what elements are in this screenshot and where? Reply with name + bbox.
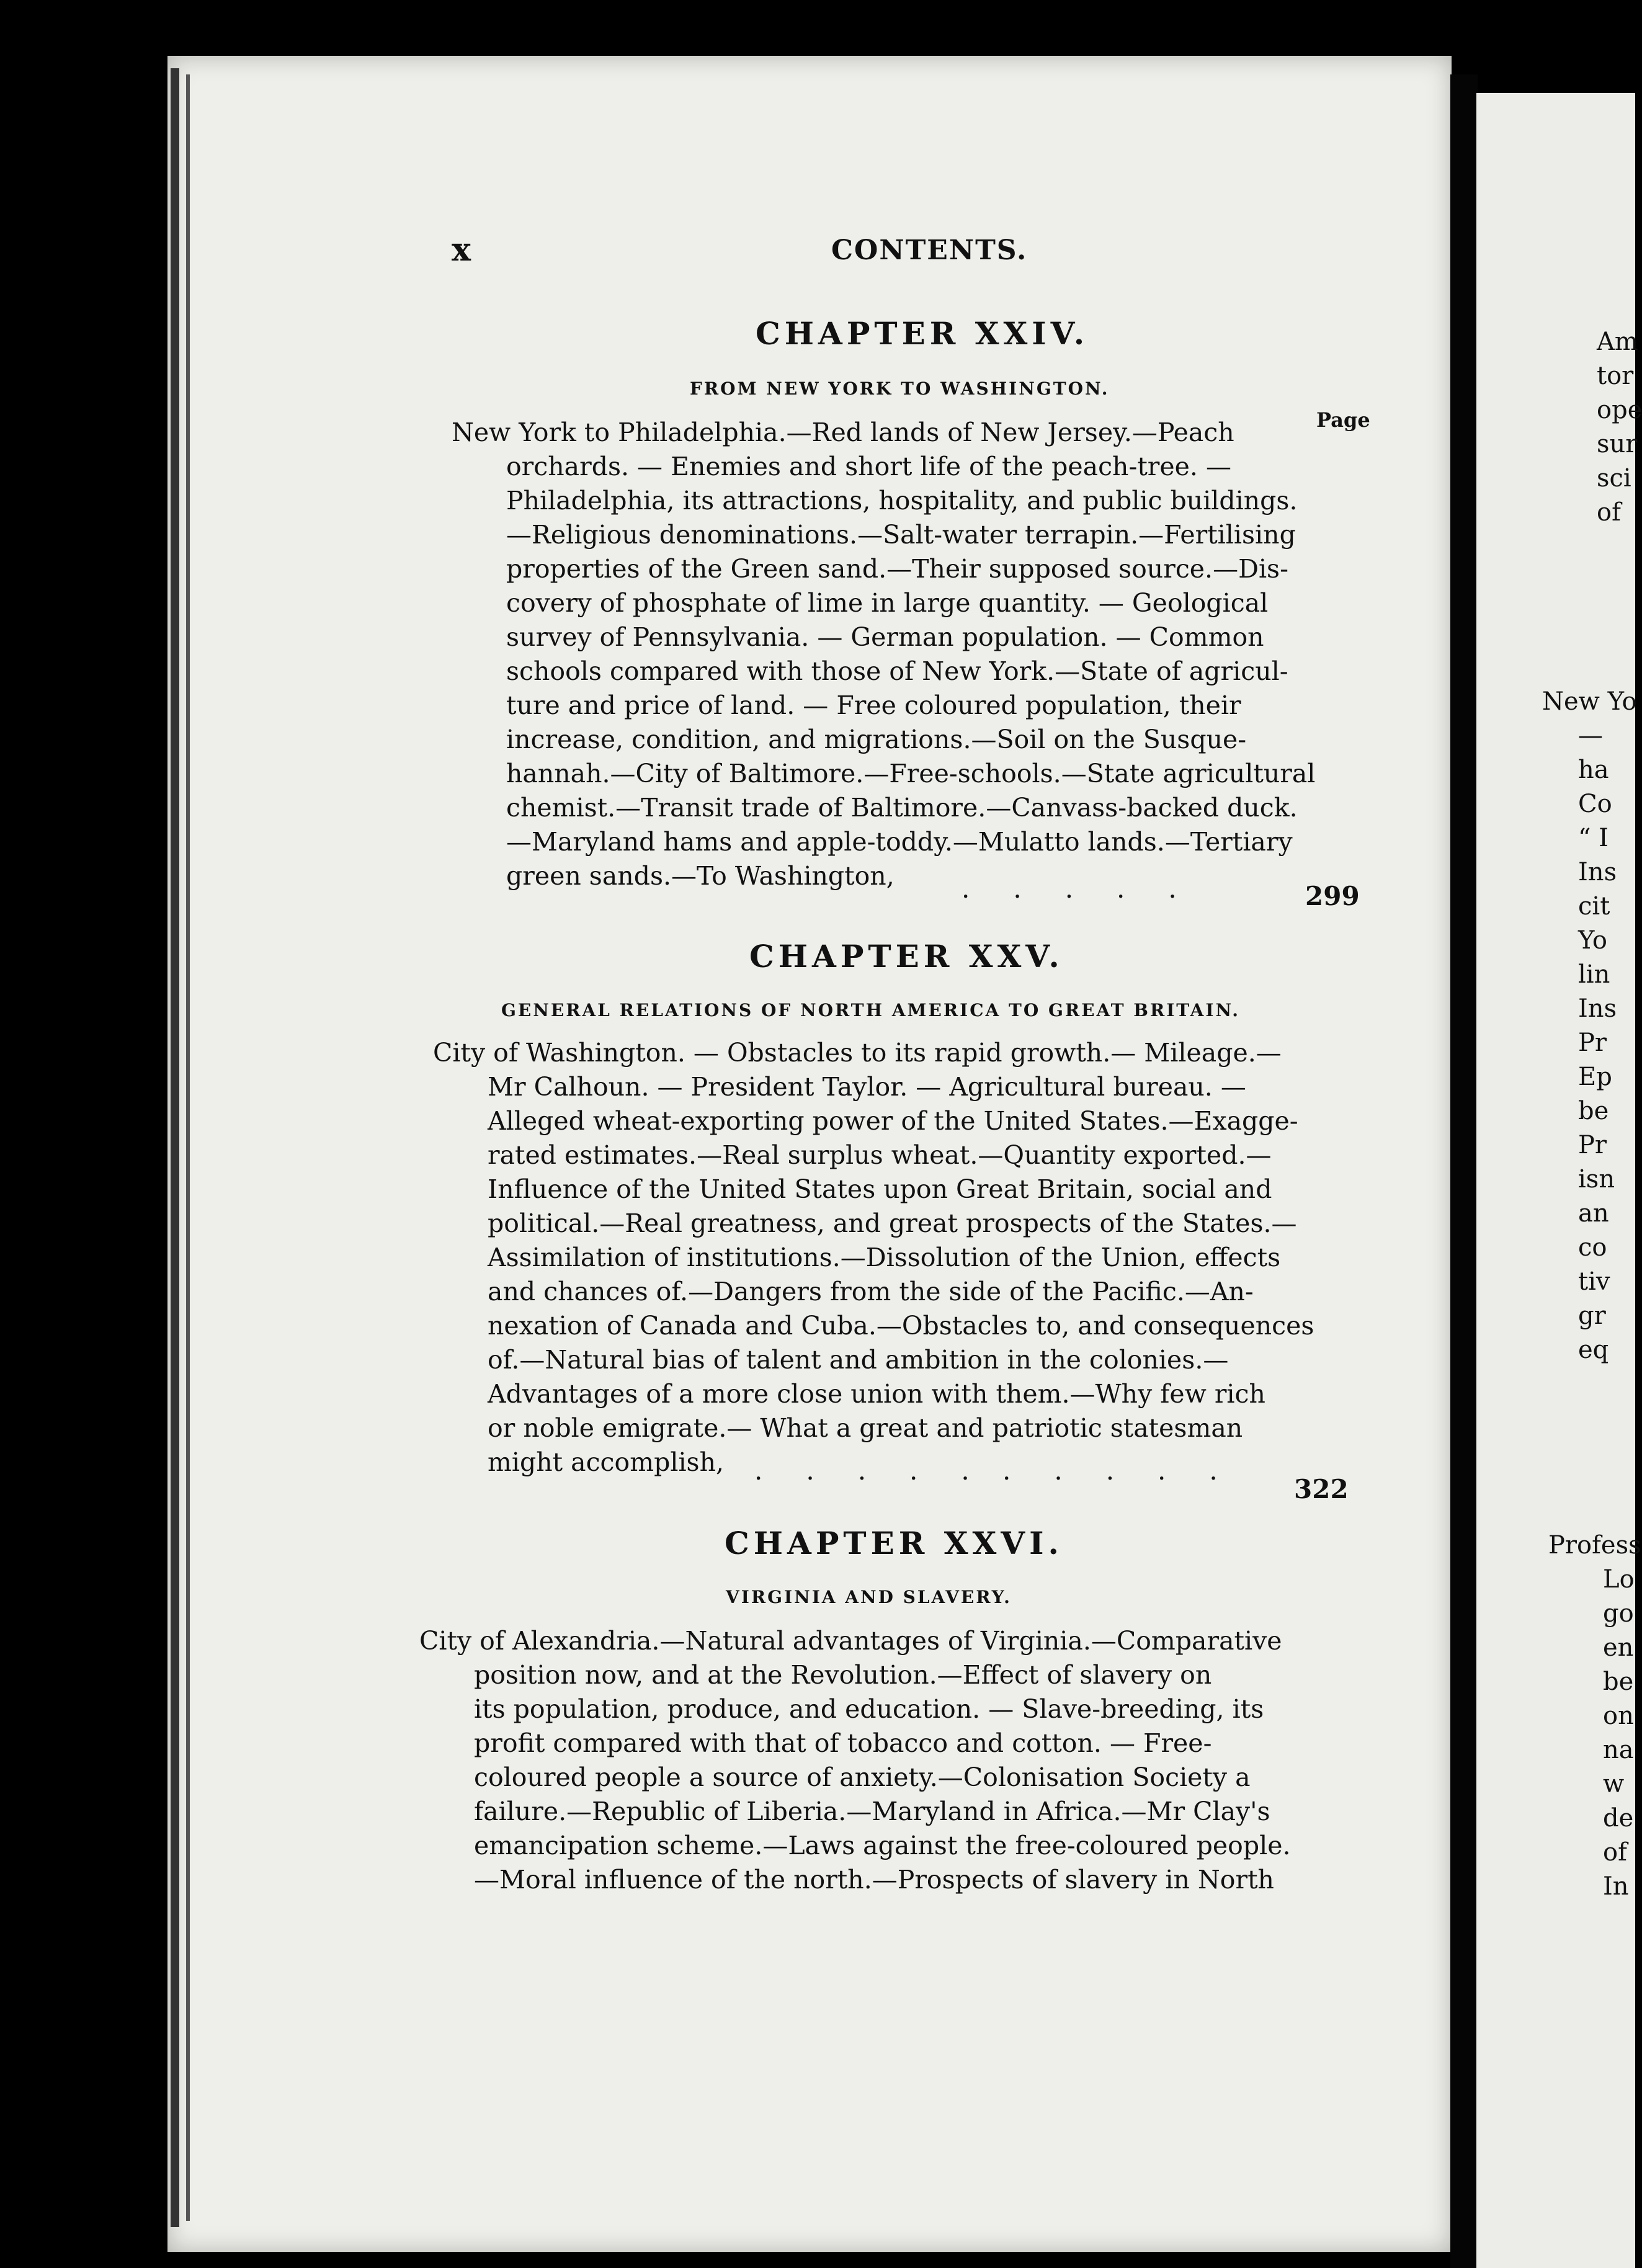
summary-line: orchards. — Enemies and short life of the peach-tree. — [506,452,1231,481]
summary-line: and chances of.—Dangers from the side of the Pacific.—An- [488,1277,1254,1306]
summary-line: failure.—Republic of Liberia.—Maryland in Africa.—Mr Clay's [474,1797,1270,1826]
chapter-heading: CHAPTER XXIV. [756,315,1089,352]
leader-dots: ..... [962,873,1220,904]
chapter-summary [419,1624,1291,1897]
leader-dots: ..... [754,1455,1013,1486]
running-header-title: CONTENTS. [831,234,1028,266]
opposite-page-text: — ha Co “ I Ins cit Yo lin Ins Pr Ep be Pr isn an co tiv gr eq [1578,721,1617,1364]
chapter-page-number: 299 [1305,881,1360,911]
opposite-page-text: Lo go en be on na w de of In [1603,1565,1635,1901]
chapter-subtitle: VIRGINIA AND SLAVERY. [726,1587,1012,1607]
opposite-page-text: New Yo [1542,687,1637,716]
chapter-heading: CHAPTER XXV. [749,938,1064,975]
summary-line: properties of the Green sand.—Their supposed source.—Dis- [506,554,1288,584]
summary-line: rated estimates.—Real surplus wheat.—Quantity exported.— [488,1140,1272,1170]
summary-line: of.—Natural bias of talent and ambition in the colonies.— [488,1345,1229,1375]
summary-line: nexation of Canada and Cuba.—Obstacles to, and consequences [488,1311,1314,1341]
summary-line: schools compared with those of New York.—State of agricul- [506,656,1288,686]
page-edge [171,68,179,2227]
opposite-page-text: Profess [1548,1531,1641,1560]
summary-line: hannah.—City of Baltimore.—Free-schools.—State agricultural [506,759,1316,788]
summary-line: its population, produce, and education. — Slave-breeding, its [474,1694,1264,1724]
summary-line: Assimilation of institutions.—Dissolution of the Union, effects [488,1243,1281,1272]
summary-line: Advantages of a more close union with them.—Why few rich [488,1379,1265,1409]
summary-line: Alleged wheat-exporting power of the United States.—Exagge- [488,1106,1298,1136]
summary-line: —Religious denominations.—Salt-water terrapin.—Fertilising [506,520,1296,550]
summary-line: green sands.—To Washington, [506,861,895,891]
summary-line: profit compared with that of tobacco and cotton. — Free- [474,1728,1212,1758]
summary-line: might accomplish, [488,1447,725,1477]
summary-line: City of Alexandria.—Natural advantages of Virginia.—Comparative [419,1626,1282,1656]
summary-line: increase, condition, and migrations.—Soil on the Susque- [506,725,1247,754]
leader-dots: ..... [1002,1455,1261,1486]
page-edge-line [186,74,190,2221]
summary-line: New York to Philadelphia.—Red lands of New Jersey.—Peach [452,417,1234,447]
page-numeral: x [452,231,471,269]
chapter-summary [452,416,1316,893]
summary-line: Mr Calhoun. — President Taylor. — Agricultural bureau. — [488,1072,1246,1102]
summary-line: chemist.—Transit trade of Baltimore.—Canvass-backed duck. [506,793,1298,823]
chapter-summary [433,1036,1314,1480]
summary-line: emancipation scheme.—Laws against the free-coloured people. [474,1831,1291,1860]
summary-line: ture and price of land. — Free coloured population, their [506,690,1241,720]
summary-line: City of Washington. — Obstacles to its rapid growth.— Mileage.— [433,1038,1282,1068]
book-gutter [1450,74,1478,2268]
chapter-page-number: 322 [1294,1474,1349,1504]
summary-line: —Maryland hams and apple-toddy.—Mulatto lands.—Tertiary [506,827,1293,857]
summary-line: political.—Real greatness, and great prospects of the States.— [488,1208,1297,1238]
summary-line: covery of phosphate of lime in large quantity. — Geological [506,588,1269,618]
summary-line: or noble emigrate.— What a great and patriotic statesman [488,1413,1243,1443]
summary-line: Philadelphia, its attractions, hospitality, and public buildings. [506,486,1298,516]
page-column-label: Page [1316,408,1370,432]
summary-line: survey of Pennsylvania. — German population. — Common [506,622,1264,652]
summary-line: —Moral influence of the north.—Prospects of slavery in North [474,1865,1274,1895]
opposite-page-text: Am tor ope sur sci of [1597,328,1642,527]
summary-line: position now, and at the Revolution.—Effect of slavery on [474,1660,1212,1690]
chapter-subtitle: FROM NEW YORK TO WASHINGTON. [690,378,1110,399]
chapter-subtitle: GENERAL RELATIONS OF NORTH AMERICA TO GREAT BRITAIN. [501,1000,1240,1020]
chapter-heading: CHAPTER XXVI. [725,1525,1063,1561]
summary-line: Influence of the United States upon Great Britain, social and [488,1174,1272,1204]
summary-line: coloured people a source of anxiety.—Colonisation Society a [474,1762,1251,1792]
